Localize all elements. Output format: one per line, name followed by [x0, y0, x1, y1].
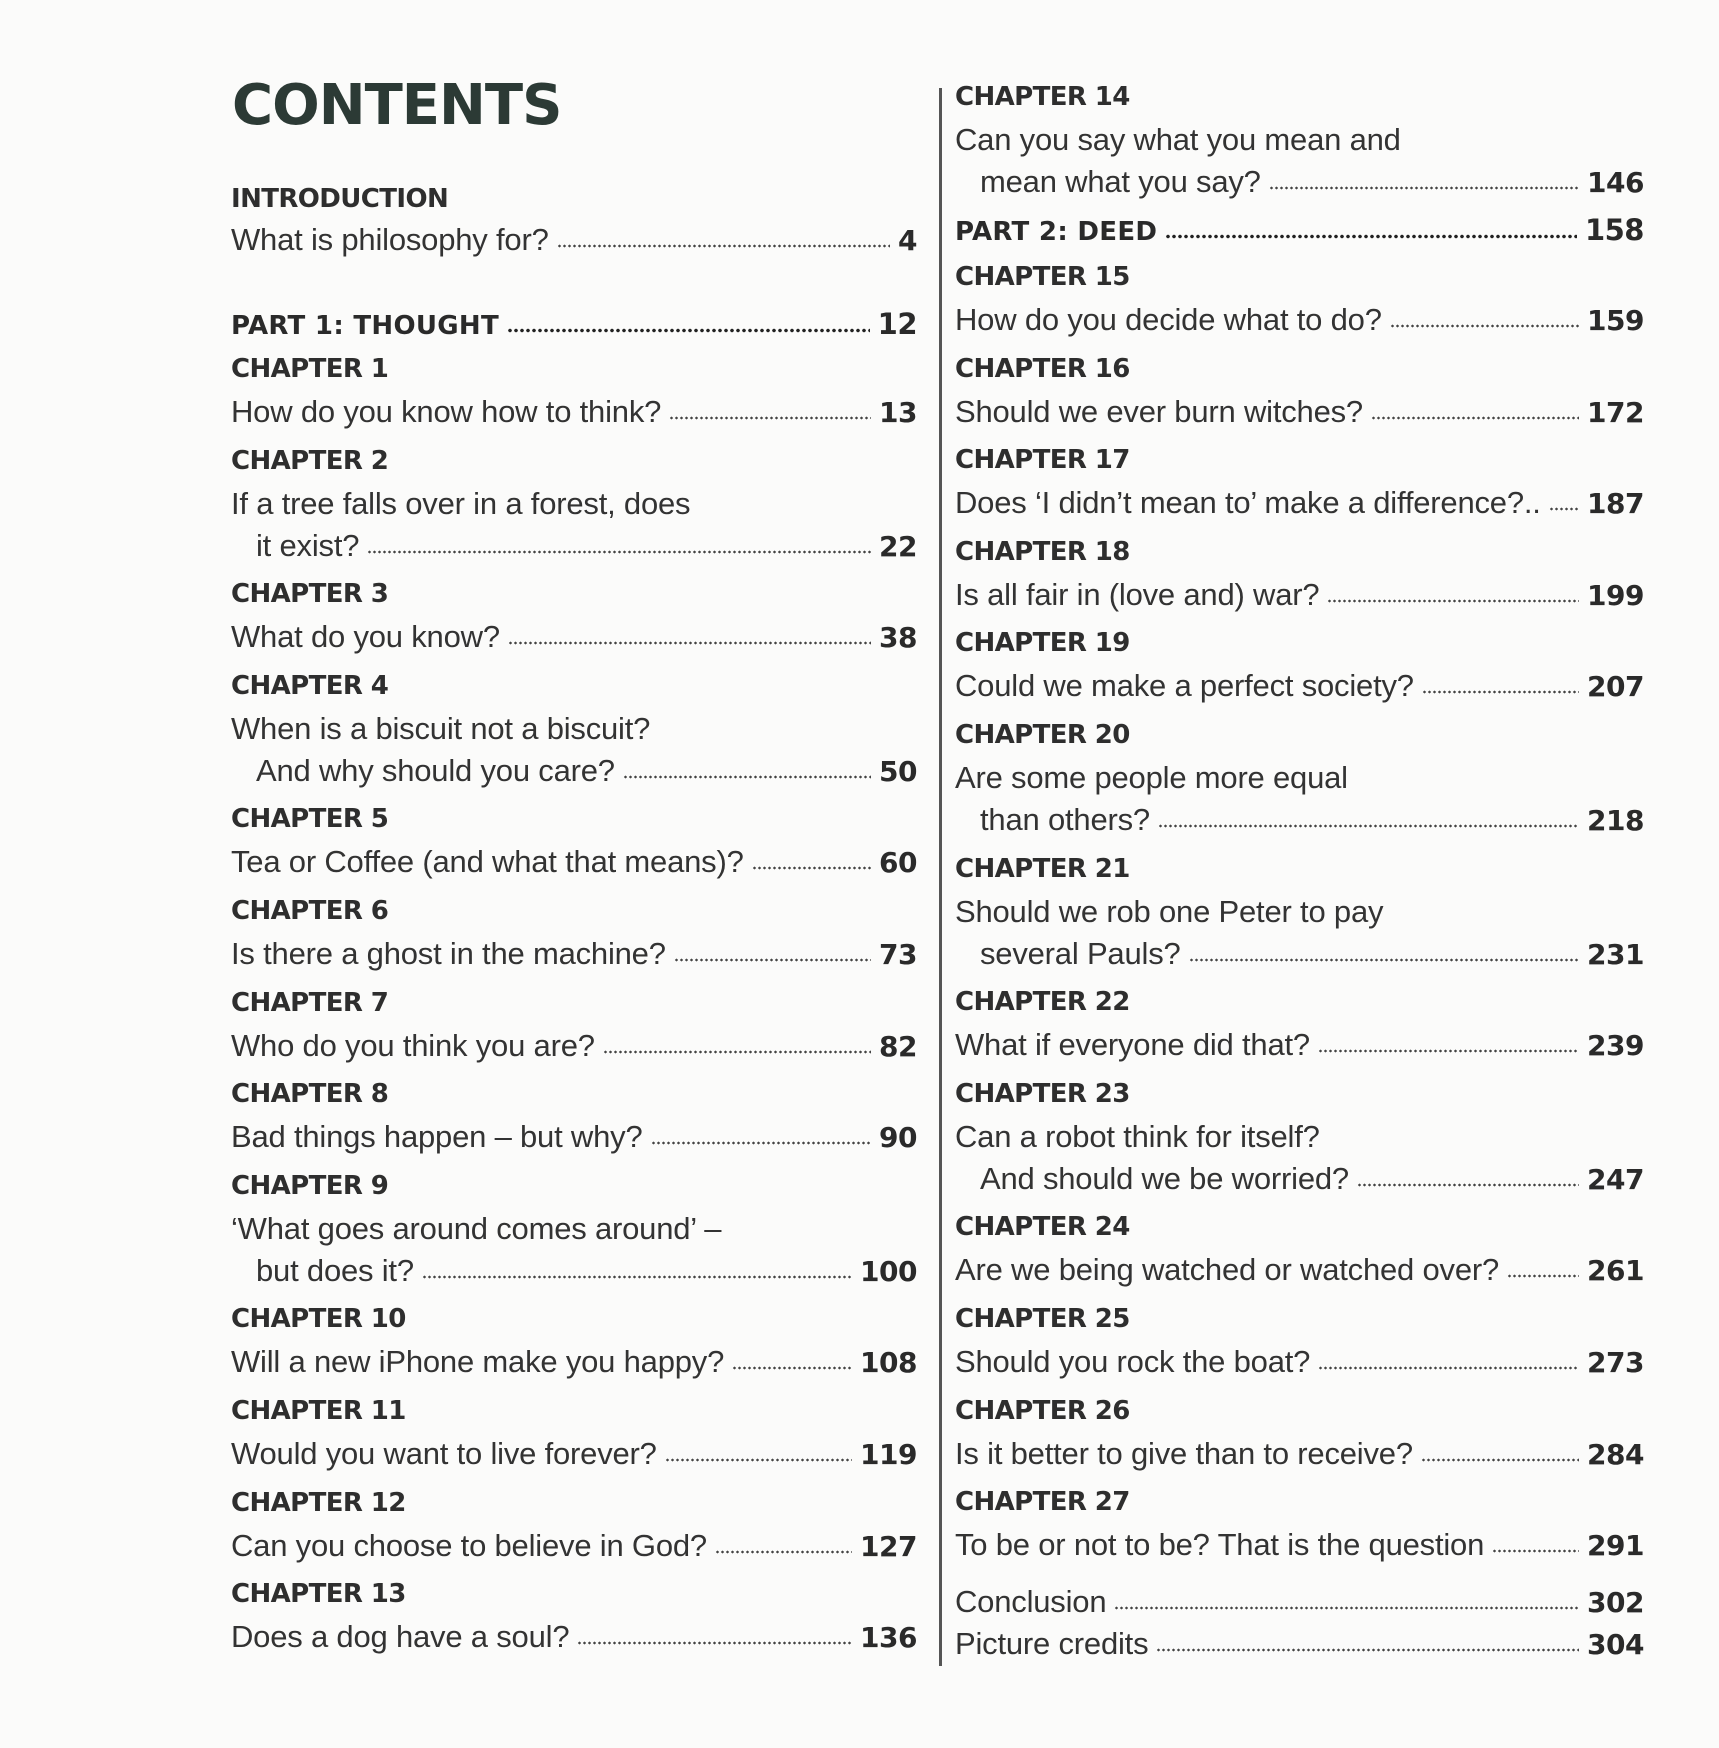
- toc-entry-chapter-14[interactable]: [955, 166, 1644, 197]
- page-number: 100: [860, 1254, 917, 1288]
- entry-title: than others?: [980, 802, 1150, 837]
- dot-leader: [1422, 690, 1579, 694]
- toc-entry-picture-credits[interactable]: [955, 1628, 1644, 1659]
- chapter-label: CHAPTER 3: [231, 579, 389, 610]
- chapter-label: CHAPTER 21: [955, 853, 1130, 884]
- toc-entry[interactable]: [955, 485, 1644, 521]
- page-number: 108: [860, 1346, 917, 1380]
- dot-leader: [752, 866, 871, 870]
- entry-title: Could we make a perfect society?: [955, 668, 1414, 704]
- entry-title-line: Should we rob one Peter to pay: [955, 893, 1384, 929]
- page-number: 261: [1587, 1254, 1644, 1288]
- toc-part-2[interactable]: [955, 213, 1644, 247]
- chapter-label: CHAPTER 16: [955, 353, 1130, 384]
- toc-entry[interactable]: [231, 1119, 917, 1155]
- chapter-label: CHAPTER 26: [955, 1395, 1130, 1426]
- part-title: PART 2: DEED: [955, 217, 1158, 247]
- toc-entry[interactable]: [231, 396, 917, 427]
- page-number: 199: [1587, 578, 1644, 612]
- toc-entry[interactable]: [231, 1527, 917, 1563]
- entry-title: Is it better to give than to receive?: [955, 1435, 1413, 1471]
- page-number: 187: [1587, 487, 1644, 521]
- entry-title: And why should you care?: [256, 752, 615, 788]
- page-number: 50: [879, 754, 917, 788]
- chapter-label: CHAPTER 5: [231, 804, 389, 835]
- chapter-label: CHAPTER 14: [955, 82, 1130, 112]
- toc-entry[interactable]: [955, 935, 1644, 971]
- page-number: 22: [879, 529, 917, 563]
- entry-title: What is philosophy for?: [231, 222, 549, 257]
- page-title: CONTENTS: [232, 73, 562, 138]
- page-number: 4: [898, 224, 917, 257]
- chapter-label: CHAPTER 17: [955, 445, 1130, 476]
- entry-title: Bad things happen – but why?: [231, 1119, 643, 1155]
- entry-title: Who do you think you are?: [231, 1027, 595, 1063]
- chapter-label: CHAPTER 27: [955, 1487, 1130, 1518]
- entry-title: How do you decide what to do?: [955, 302, 1382, 337]
- chapter-label: CHAPTER 22: [955, 987, 1130, 1018]
- dot-leader: [669, 416, 871, 420]
- page-number: 146: [1587, 166, 1644, 199]
- page-number: 291: [1587, 1529, 1644, 1563]
- dot-leader: [623, 775, 871, 779]
- page-number: 13: [879, 396, 917, 429]
- entry-title-line: ‘What goes around comes around’ –: [231, 1210, 722, 1246]
- dot-leader: [1158, 824, 1579, 828]
- dot-leader: [1156, 1648, 1579, 1652]
- entry-title: Will a new iPhone make you happy?: [231, 1344, 725, 1380]
- entry-title: How do you know how to think?: [231, 394, 662, 429]
- page-number: 302: [1587, 1586, 1644, 1619]
- entry-title: Conclusion: [955, 1584, 1107, 1619]
- entry-title-line: Are some people more equal: [955, 760, 1348, 795]
- dot-leader: [507, 328, 870, 333]
- chapter-label: CHAPTER 11: [231, 1396, 406, 1426]
- chapter-label: CHAPTER 24: [955, 1212, 1130, 1243]
- entry-title: What do you know?: [231, 619, 500, 655]
- chapter-label: CHAPTER 1: [231, 354, 389, 384]
- dot-leader: [1114, 1606, 1579, 1610]
- page-number: 12: [877, 307, 917, 341]
- dot-leader: [1165, 234, 1577, 239]
- toc-entry[interactable]: [955, 1346, 1644, 1377]
- toc-entry[interactable]: [231, 752, 917, 788]
- dot-leader: [1492, 1549, 1579, 1553]
- entry-title: What if everyone did that?: [955, 1027, 1310, 1063]
- chapter-label: CHAPTER 13: [231, 1579, 406, 1610]
- page-number: 90: [879, 1121, 917, 1155]
- toc-entry[interactable]: [955, 576, 1644, 612]
- dot-leader: [1549, 507, 1579, 511]
- toc-entry[interactable]: [955, 1527, 1644, 1563]
- entry-title: And should we be worried?: [980, 1160, 1349, 1196]
- dot-leader: [1357, 1183, 1579, 1187]
- toc-entry[interactable]: [955, 304, 1644, 335]
- entry-title-line: When is a biscuit not a biscuit?: [231, 710, 651, 746]
- toc-entry[interactable]: [955, 1027, 1644, 1063]
- entry-title: Tea or Coffee (and what that means)?: [231, 844, 744, 880]
- part-title: PART 1: THOUGHT: [231, 311, 500, 341]
- chapter-label: CHAPTER 20: [955, 720, 1130, 750]
- page-number: 273: [1587, 1346, 1644, 1379]
- page-number: 207: [1587, 670, 1644, 704]
- page-number: 239: [1587, 1029, 1644, 1063]
- entry-title: To be or not to be? That is the question: [955, 1527, 1485, 1563]
- entry-title: Does a dog have a soul?: [231, 1619, 570, 1655]
- entry-title: Is all fair in (love and) war?: [955, 576, 1320, 612]
- toc-entry[interactable]: [231, 1619, 917, 1655]
- toc-entry[interactable]: [231, 1438, 917, 1469]
- chapter-label: CHAPTER 23: [955, 1078, 1130, 1109]
- toc-entry[interactable]: [231, 1252, 917, 1288]
- chapter-label: CHAPTER 12: [231, 1487, 406, 1518]
- page-number: 172: [1587, 395, 1644, 429]
- toc-entry[interactable]: [231, 1027, 917, 1063]
- chapter-label: CHAPTER 19: [955, 628, 1130, 659]
- toc-entry-introduction[interactable]: [231, 224, 917, 255]
- chapter-label: CHAPTER 2: [231, 445, 389, 476]
- entry-title: Should we ever burn witches?: [955, 393, 1363, 429]
- toc-entry[interactable]: [231, 527, 917, 563]
- entry-title: several Pauls?: [980, 935, 1181, 971]
- toc-entry[interactable]: [955, 1160, 1644, 1196]
- chapter-label: CHAPTER 9: [231, 1170, 389, 1201]
- page-number: 119: [860, 1438, 917, 1471]
- page-number: 38: [879, 621, 917, 655]
- entry-title: Is there a ghost in the machine?: [231, 936, 666, 971]
- toc-entry-conclusion[interactable]: [955, 1586, 1644, 1617]
- page-number: 60: [879, 846, 917, 880]
- dot-leader: [557, 244, 890, 248]
- introduction-label: INTRODUCTION: [231, 184, 449, 214]
- dot-leader: [603, 1050, 871, 1054]
- dot-leader: [1327, 599, 1579, 603]
- dot-leader: [1371, 416, 1579, 420]
- toc-part-1[interactable]: [231, 307, 917, 341]
- dot-leader: [1390, 324, 1579, 328]
- entry-title: mean what you say?: [980, 164, 1261, 199]
- page-number: 284: [1587, 1437, 1644, 1471]
- toc-entry[interactable]: [231, 938, 917, 969]
- column-divider: [939, 88, 942, 1666]
- page-number: 82: [879, 1029, 917, 1063]
- dot-leader: [651, 1141, 872, 1145]
- entry-title: Are we being watched or watched over?: [955, 1252, 1500, 1288]
- entry-title: Should you rock the boat?: [955, 1344, 1311, 1379]
- toc-entry[interactable]: [231, 844, 917, 880]
- chapter-label: CHAPTER 15: [955, 262, 1130, 292]
- page-number: 304: [1587, 1628, 1644, 1661]
- entry-title: but does it?: [256, 1252, 414, 1288]
- toc-entry[interactable]: [955, 668, 1644, 704]
- dot-leader: [674, 958, 871, 962]
- chapter-label: CHAPTER 6: [231, 896, 389, 926]
- entry-title: Would you want to live forever?: [231, 1436, 657, 1471]
- dot-leader: [1318, 1049, 1579, 1053]
- entry-title: Can you choose to believe in God?: [231, 1527, 707, 1563]
- entry-title-line: Can you say what you mean and: [955, 122, 1401, 157]
- chapter-label: CHAPTER 25: [955, 1304, 1130, 1334]
- entry-title-line: Can a robot think for itself?: [955, 1118, 1320, 1154]
- dot-leader: [1189, 958, 1580, 962]
- entry-title: Picture credits: [955, 1626, 1149, 1661]
- page-number: 136: [860, 1621, 917, 1655]
- dot-leader: [665, 1458, 852, 1462]
- dot-leader: [715, 1550, 852, 1554]
- dot-leader: [1507, 1274, 1579, 1278]
- toc-entry[interactable]: [231, 1344, 917, 1380]
- chapter-label: CHAPTER 8: [231, 1079, 389, 1110]
- chapter-label: CHAPTER 4: [231, 670, 389, 701]
- page-number: 231: [1587, 937, 1644, 971]
- entry-title: it exist?: [256, 527, 360, 563]
- page-number: 218: [1587, 804, 1644, 837]
- entry-title: Does ‘I didn’t mean to’ make a difference?..: [955, 485, 1541, 521]
- entry-title-line: If a tree falls over in a forest, does: [231, 485, 691, 521]
- dot-leader: [577, 1641, 852, 1645]
- page-number: 158: [1584, 213, 1644, 247]
- page-number: 73: [879, 938, 917, 971]
- dot-leader: [732, 1366, 852, 1370]
- toc-entry[interactable]: [231, 619, 917, 655]
- toc-entry[interactable]: [955, 1252, 1644, 1288]
- dot-leader: [1269, 186, 1579, 190]
- dot-leader: [508, 641, 871, 645]
- dot-leader: [422, 1275, 852, 1279]
- toc-entry[interactable]: [955, 804, 1644, 835]
- page-number: 159: [1587, 304, 1644, 337]
- dot-leader: [1421, 1458, 1579, 1462]
- toc-entry[interactable]: [955, 1435, 1644, 1471]
- chapter-label: CHAPTER 10: [231, 1304, 406, 1335]
- page-number: 127: [860, 1529, 917, 1563]
- toc-entry[interactable]: [955, 393, 1644, 429]
- chapter-label: CHAPTER 18: [955, 536, 1130, 567]
- chapter-label: CHAPTER 7: [231, 987, 389, 1018]
- dot-leader: [1318, 1366, 1579, 1370]
- dot-leader: [367, 550, 871, 554]
- page-number: 247: [1587, 1162, 1644, 1196]
